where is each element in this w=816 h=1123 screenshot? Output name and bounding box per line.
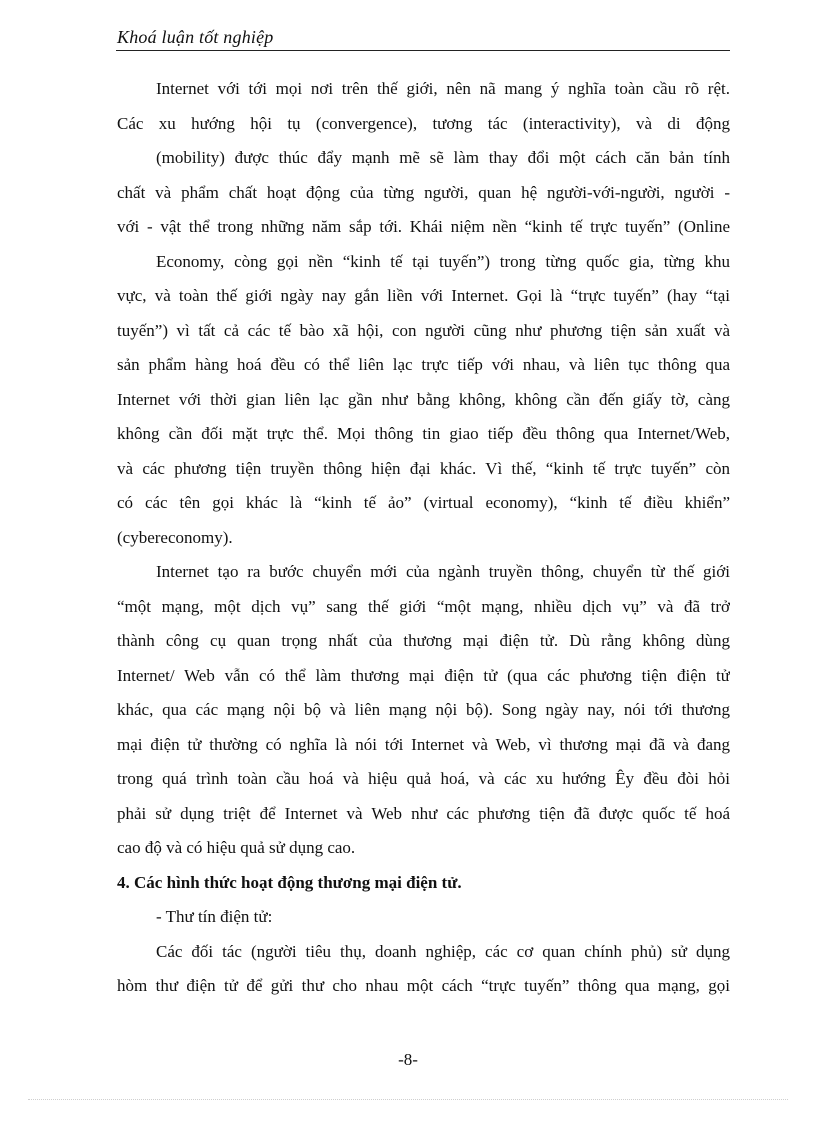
document-body (117, 72, 730, 1004)
body-line: có các tên gọi khác là “kinh tế ảo” (virtual economy), “kinh tế điều khiển” (117, 493, 730, 512)
body-line: Các đối tác (người tiêu thụ, doanh nghiệp, các cơ quan chính phủ) sử dụng (156, 941, 730, 961)
body-line: sản phẩm hàng hoá đều có thể liên lạc trực tiếp với nhau, và liên tục thông qua (117, 355, 730, 374)
body-line: phải sử dụng triệt để Internet và Web như các phương tiện đã được quốc tế hoá (117, 803, 730, 823)
document-header-title: Khoá luận tốt nghiệp (117, 27, 274, 47)
body-line: Internet với thời gian liên lạc gần như bằng không, không cần đến giấy tờ, càng (117, 389, 730, 409)
body-line: (mobility) được thúc đẩy mạnh mẽ sẽ làm thay đổi một cách căn bản tính (156, 148, 730, 167)
body-line: “một mạng, một dịch vụ” sang thế giới “một mạng, nhiều dịch vụ” và đã trở (117, 596, 730, 616)
body-line: Economy, còng gọi nền “kinh tế tại tuyến”) trong từng quốc gia, từng khu (156, 251, 730, 271)
body-line: tuyến”) vì tất cả các tế bào xã hội, con người cũng như phương tiện sản xuất và (117, 320, 730, 340)
body-line: hòm thư điện tử để gửi thư cho nhau một cách “trực tuyến” thông qua mạng, gọi (117, 976, 730, 995)
body-line: thành công cụ quan trọng nhất của thương mại điện tử. Dù rằng không dùng (117, 631, 730, 650)
body-line: chất và phẩm chất hoạt động của từng người, quan hệ người-với-người, người - (117, 182, 730, 202)
body-line: cao độ và có hiệu quả sử dụng cao. (117, 838, 356, 857)
body-line: Các xu hướng hội tụ (convergence), tương tác (interactivity), và di động (117, 113, 730, 133)
body-line: và các phương tiện truyền thông hiện đại khác. Vì thế, “kinh tế trực tuyến” còn (117, 458, 730, 478)
body-line: vực, và toàn thế giới ngày nay gắn liền với Internet. Gọi là “trực tuyến” (hay “tại (117, 286, 730, 305)
body-line: trong quá trình toàn cầu hoá và hiệu quả hoá, và các xu hướng Êy đều đòi hỏi (117, 769, 730, 788)
header-divider (116, 50, 730, 51)
subsection-heading: - Thư tín điện tử: (156, 907, 273, 926)
body-line: Internet/ Web vẫn có thể làm thương mại điện tử (qua các phương tiện điện tử (117, 665, 730, 685)
body-line: (cybereconomy). (117, 527, 233, 547)
footer-dotted-rule (28, 1099, 788, 1100)
section-heading: 4. Các hình thức hoạt động thương mại điện tử. (117, 872, 462, 892)
page-number: -8- (398, 1050, 418, 1069)
body-line: mại điện tử thường có nghĩa là nói tới Internet và Web, vì thương mại đã và đang (117, 734, 730, 754)
body-line: Internet tạo ra bước chuyển mới của ngành truyền thông, chuyển từ thế giới (156, 562, 730, 581)
body-line: khác, qua các mạng nội bộ và liên mạng nội bộ). Song ngày nay, nói tới thương (117, 700, 730, 719)
body-line: với - vật thể trong những năm sắp tới. Khái niệm nền “kinh tế trực tuyến” (Online (117, 217, 730, 236)
body-line: Internet với tới mọi nơi trên thế giới, nên nã mang ý nghĩa toàn cầu rõ rệt. (156, 79, 730, 98)
body-line: không cần đối mặt trực thể. Mọi thông tin giao tiếp đều thông qua Internet/Web, (117, 424, 730, 443)
